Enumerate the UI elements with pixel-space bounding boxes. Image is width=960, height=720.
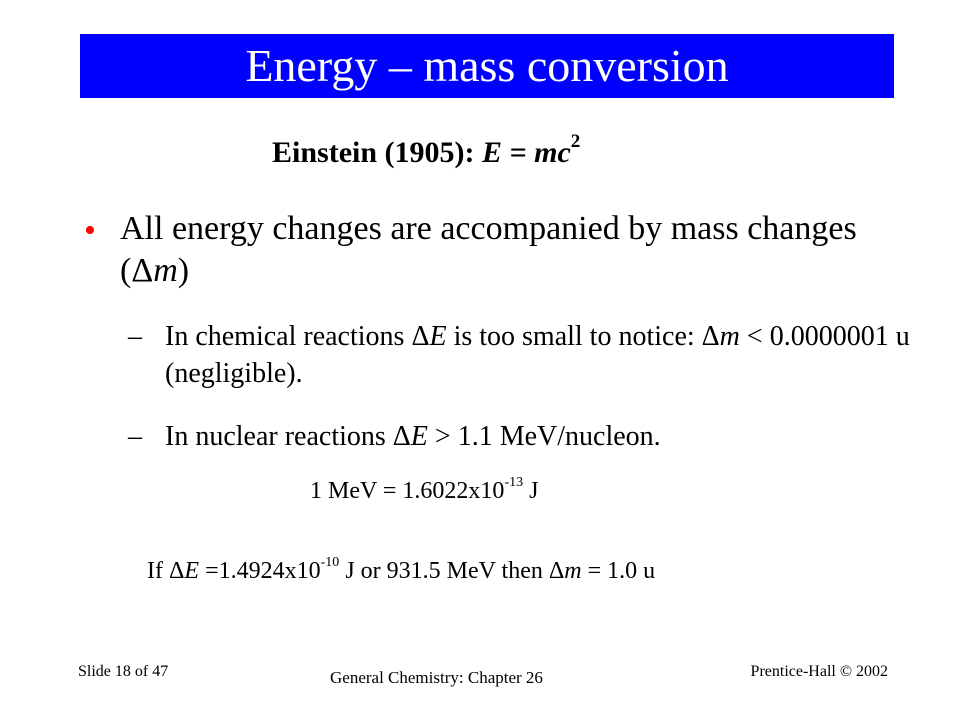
bullet-text-end: ) bbox=[177, 252, 190, 289]
bullet-marker: • bbox=[84, 212, 96, 249]
mass-variable: m bbox=[564, 558, 582, 584]
energy-variable: E bbox=[429, 321, 447, 352]
energy-variable: E bbox=[410, 421, 428, 452]
bullet-text bbox=[120, 208, 920, 292]
title-bar bbox=[80, 34, 894, 98]
einstein-exponent: 2 bbox=[570, 131, 581, 152]
delta-symbol: Δ bbox=[701, 321, 720, 352]
delta-symbol: Δ bbox=[392, 421, 411, 452]
bullet-text-part: All energy changes are accompanied by mass changes ( bbox=[120, 210, 857, 289]
delta-symbol: Δ bbox=[131, 252, 154, 289]
energy-variable: E bbox=[184, 558, 200, 584]
delta-symbol: Δ bbox=[411, 321, 430, 352]
einstein-prefix: Einstein (1905): bbox=[272, 136, 482, 169]
mass-equivalence-line bbox=[147, 555, 656, 585]
delta-symbol: Δ bbox=[168, 558, 185, 584]
exponent: -10 bbox=[320, 555, 340, 570]
mev-exponent: -13 bbox=[504, 475, 524, 490]
einstein-formula: E = mc bbox=[482, 136, 571, 169]
text-part: =1.4924x10 bbox=[199, 558, 321, 584]
einstein-equation bbox=[272, 131, 581, 170]
delta-symbol: Δ bbox=[548, 558, 565, 584]
text-part: In nuclear reactions bbox=[165, 421, 393, 452]
mev-unit: J bbox=[523, 478, 539, 504]
text-part: In chemical reactions bbox=[165, 321, 412, 352]
text-part: > 1.1 MeV/nucleon. bbox=[427, 421, 661, 452]
text-part: If bbox=[147, 558, 169, 584]
sub-bullet-dash: – bbox=[128, 421, 142, 452]
text-part: < 0.0000001 u (negligible). bbox=[165, 321, 910, 389]
sub-bullet-text bbox=[165, 418, 925, 455]
text-part: is too small to notice: bbox=[446, 321, 702, 352]
sub-bullet-dash: – bbox=[128, 321, 142, 352]
text-part: J or 931.5 MeV then bbox=[339, 558, 549, 584]
slide-title: Energy – mass conversion bbox=[245, 40, 729, 91]
mev-base: 1 MeV = 1.6022x10 bbox=[310, 478, 505, 504]
sub-bullet-text bbox=[165, 318, 925, 392]
mass-variable: m bbox=[153, 252, 178, 289]
mass-variable: m bbox=[719, 321, 740, 352]
slide-number: Slide 18 of 47 bbox=[78, 663, 169, 680]
text-part: = 1.0 u bbox=[581, 558, 656, 584]
chapter-label: General Chemistry: Chapter 26 bbox=[330, 668, 543, 687]
mev-conversion bbox=[310, 475, 539, 505]
copyright: Prentice-Hall © 2002 bbox=[750, 663, 888, 680]
